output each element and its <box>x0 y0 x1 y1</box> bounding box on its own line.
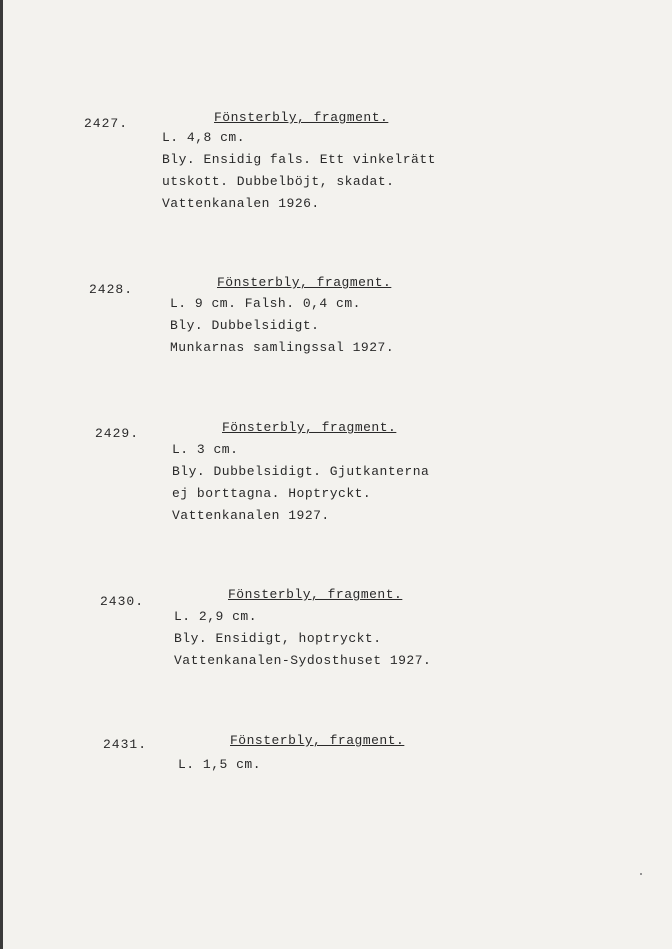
entry-line: L. 2,9 cm. <box>174 609 258 624</box>
entry-title: Fönsterbly, fragment. <box>230 733 405 748</box>
entry-line: Bly. Ensidig fals. Ett vinkelrätt <box>162 152 436 167</box>
entry-title: Fönsterbly, fragment. <box>228 587 403 602</box>
entry-title: Fönsterbly, fragment. <box>217 275 392 290</box>
entry-title: Fönsterbly, fragment. <box>214 110 389 125</box>
entry-line: Vattenkanalen 1927. <box>172 508 330 523</box>
entry-line: L. 1,5 cm. <box>178 757 262 772</box>
entry-number: 2430. <box>100 594 145 609</box>
entry-line: utskott. Dubbelböjt, skadat. <box>162 174 395 189</box>
entry-line: Munkarnas samlingssal 1927. <box>170 340 395 355</box>
entry-line: Vattenkanalen-Sydosthuset 1927. <box>174 653 432 668</box>
entry-number: 2428. <box>89 282 134 297</box>
entry-line: Bly. Dubbelsidigt. Gjutkanterna <box>172 464 430 479</box>
entry-line: Bly. Dubbelsidigt. <box>170 318 320 333</box>
entry-title: Fönsterbly, fragment. <box>222 420 397 435</box>
entry-line: L. 4,8 cm. <box>162 130 246 145</box>
entry-number: 2431. <box>103 737 148 752</box>
page-edge-shadow <box>0 0 3 949</box>
entry-line: Bly. Ensidigt, hoptryckt. <box>174 631 382 646</box>
entry-number: 2427. <box>84 116 129 131</box>
paper-speck <box>640 873 642 875</box>
entry-line: ej borttagna. Hoptryckt. <box>172 486 372 501</box>
entry-line: L. 3 cm. <box>172 442 239 457</box>
entry-number: 2429. <box>95 426 140 441</box>
entry-line: Vattenkanalen 1926. <box>162 196 320 211</box>
entry-line: L. 9 cm. Falsh. 0,4 cm. <box>170 296 361 311</box>
